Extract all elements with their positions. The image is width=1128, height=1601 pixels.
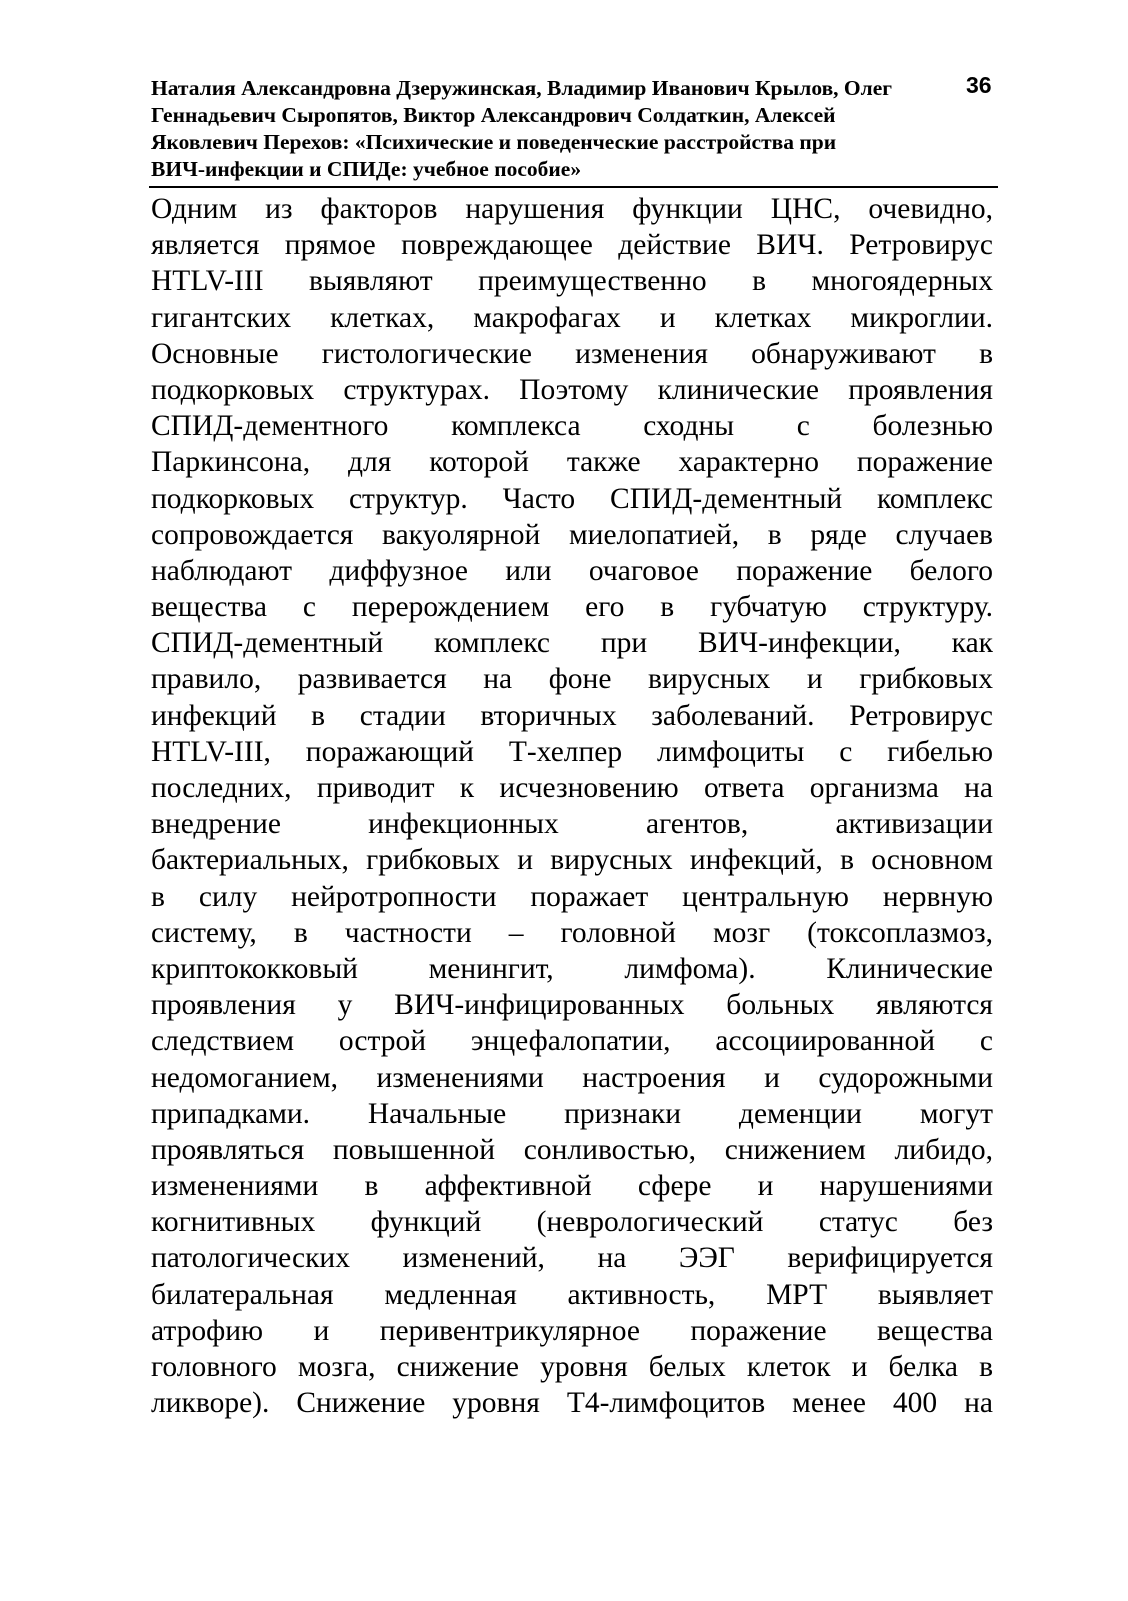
text-line: проявляться повышенной сонливостью, снижением либидо, — [151, 1133, 993, 1166]
text-line: вещества с перерождением его в губчатую структуру. — [151, 591, 993, 624]
text-line: Основные гистологические изменения обнаруживают в — [151, 337, 993, 370]
text-line: патологических изменений, на ЭЭГ верифицируется — [151, 1242, 993, 1275]
text-line: когнитивных функций (неврологический статус без — [151, 1206, 993, 1239]
text-line: проявления у ВИЧ-инфицированных больных являются — [151, 989, 993, 1022]
text-line: систему, в частности – головной мозг (токсоплазмоз, — [151, 916, 993, 949]
text-line: HTLV-III выявляют преимущественно в многоядерных — [151, 265, 993, 298]
text-line: Паркинсона, для которой также характерно поражение — [151, 446, 993, 479]
text-line: сопровождается вакуолярной миелопатией, в ряде случаев — [151, 518, 993, 551]
text-line: атрофию и перивентрикулярное поражение вещества — [151, 1314, 993, 1347]
text-line: головного мозга, снижение уровня белых клеток и белка в — [151, 1351, 993, 1383]
text-line: следствием острой энцефалопатии, ассоциированной с — [151, 1025, 993, 1058]
text-line: наблюдают диффузное или очаговое поражение белого — [151, 554, 993, 587]
text-line: в силу нейротропности поражает центральную нервную — [151, 880, 993, 913]
running-header — [151, 75, 1001, 183]
text-line: недомоганием, изменениями настроения и судорожными — [151, 1061, 993, 1094]
text-line: внедрение инфекционных агентов, активизации — [151, 808, 993, 841]
body-text — [151, 191, 993, 1421]
text-line: СПИД-дементного комплекса сходны с болезнью — [151, 410, 993, 443]
text-line: гигантских клетках, макрофагах и клетках микроглии. — [151, 301, 993, 334]
text-line: HTLV-III, поражающий Т-хелпер лимфоциты с гибелью — [151, 735, 993, 768]
text-line: бактериальных, грибковых и вирусных инфекций, в основном — [151, 844, 993, 877]
text-line: является прямое повреждающее действие ВИЧ. Ретровирус — [151, 229, 993, 262]
header-line: Геннадьевич Сыропятов, Виктор Александрович Солдаткин, Алексей — [151, 103, 836, 127]
header-line: ВИЧ-инфекции и СПИДе: учебное пособие» — [151, 157, 582, 181]
text-line: правило, развивается на фоне вирусных и грибковых — [151, 663, 993, 696]
header-line: Яковлевич Перехов: «Психические и поведенческие расстройства при — [151, 130, 837, 154]
text-line: СПИД-дементный комплекс при ВИЧ-инфекции, как — [151, 627, 993, 660]
text-line: Одним из факторов нарушения функции ЦНС, очевидно, — [151, 193, 993, 225]
text-line: криптококковый менингит, лимфома). Клинические — [151, 952, 993, 985]
text-line: подкорковых структур. Часто СПИД-дементный комплекс — [151, 482, 993, 515]
text-line: припадками. Начальные признаки деменции могут — [151, 1097, 993, 1130]
text-line: подкорковых структурах. Поэтому клинические проявления — [151, 373, 993, 406]
text-line: ликворе). Снижение уровня Т4-лимфоцитов менее 400 на — [151, 1387, 993, 1420]
header-divider — [149, 186, 998, 188]
text-line: последних, приводит к исчезновению ответа организма на — [151, 772, 993, 804]
text-line: билатеральная медленная активность, МРТ выявляет — [151, 1278, 993, 1311]
text-line: инфекций в стадии вторичных заболеваний. Ретровирус — [151, 699, 993, 732]
header-line: Наталия Александровна Дзеружинская, Владимир Иванович Крылов, Олег — [151, 76, 893, 100]
page-number: 36 — [966, 72, 992, 98]
text-line: изменениями в аффективной сфере и нарушениями — [151, 1170, 993, 1203]
